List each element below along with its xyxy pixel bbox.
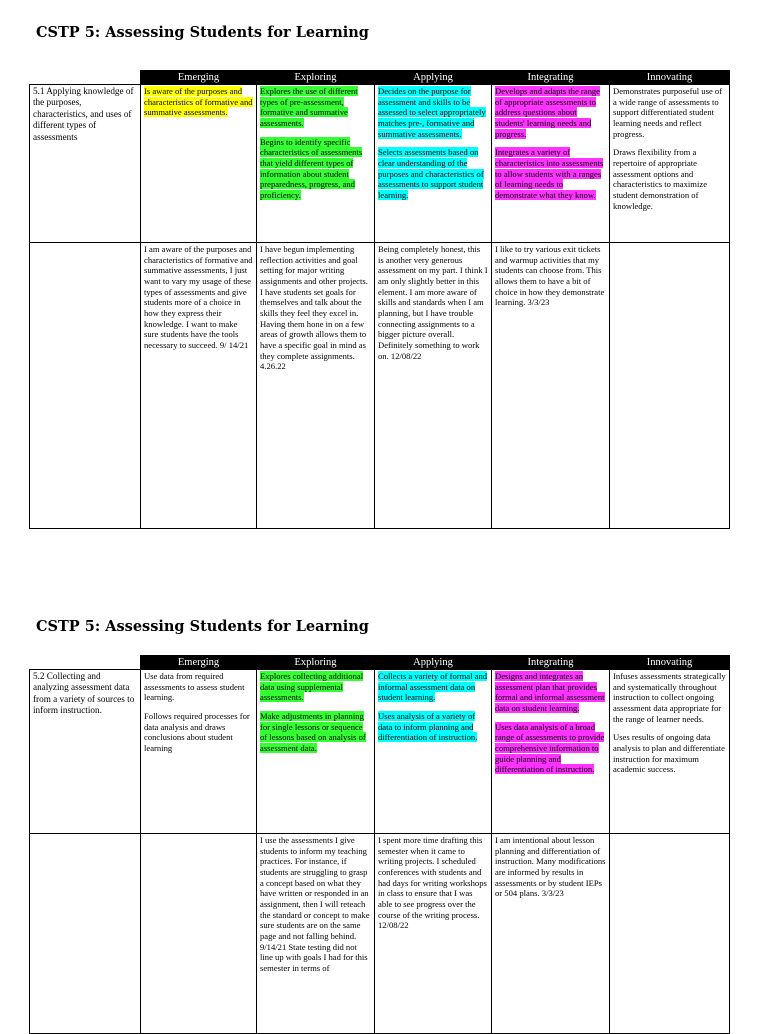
descriptor-applying	[375, 85, 492, 243]
section-title: CSTP 5: Assessing Students for Learning	[36, 618, 369, 635]
descriptor-innovating	[610, 670, 730, 834]
header-emerging: Emerging	[141, 656, 257, 670]
header-integrating: Integrating	[492, 656, 610, 670]
descriptor-integrating	[492, 85, 610, 243]
header-emerging: Emerging	[141, 71, 257, 85]
section-title: CSTP 5: Assessing Students for Learning	[36, 24, 369, 41]
header-applying: Applying	[375, 71, 492, 85]
reflection-element-cell	[30, 243, 141, 529]
descriptor-text: Collects a variety of formal and informal assessment data on student learning.	[378, 671, 488, 703]
descriptor-text: Follows required processes for data analysis and draws conclusions about student learning	[144, 710, 250, 753]
reflection-integrating: I am intentional about lesson planning and differentiation of instruction. Many modifications are informed by results in assessments or by student IEPs or 504 plans. 3/3/23	[492, 834, 610, 1034]
descriptor-exploring	[257, 670, 375, 834]
descriptor-emerging	[141, 85, 257, 243]
header-applying: Applying	[375, 656, 492, 670]
reflection-integrating: I like to try various exit tickets and warmup activities that my students can choose from. This allows them to have a bit of choice in how they demonstrate learning. 3/3/23	[492, 243, 610, 529]
descriptor-text: Integrates a variety of characteristics into assessments to allow students with a ranges of learning needs to demonstrate what they know.	[495, 147, 604, 200]
descriptor-text: Selects assessments based on clear understanding of the purposes and characteristics of assessments to support student learning.	[378, 147, 484, 200]
descriptor-innovating	[610, 85, 730, 243]
rubric-table	[29, 655, 730, 1034]
descriptor-text: Uses results of ongoing data analysis to plan and differentiate instruction for maximum academic success.	[613, 732, 725, 775]
descriptor-text: Demonstrates purposeful use of a wide range of assessments to support differentiated student learning needs and reflect progress.	[613, 86, 723, 139]
rubric-table	[29, 70, 730, 529]
reflection-emerging: I am aware of the purposes and characteristics of formative and summative assessments, I just want to vary my usage of these types of assessments and give students more of a choice in how they express their knowledge. I want to make sure students have the tools necessary to succeed. 9/ 14/21	[141, 243, 257, 529]
descriptor-text: Begins to identify specific characteristics of assessments that yield different types of information about student preparedness, progress, and proficiency.	[260, 136, 363, 200]
element-cell: 5.2 Collecting and analyzing assessment data from a variety of sources to inform instruction.	[30, 670, 141, 834]
descriptor-text: Uses analysis of a variety of data to inform planning and differentiation of instruction.	[378, 710, 478, 743]
header-exploring: Exploring	[257, 656, 375, 670]
header-innovating: Innovating	[610, 656, 730, 670]
descriptor-exploring	[257, 85, 375, 243]
reflection-exploring: I have begun implementing reflection activities and goal setting for major writing assignments and other projects. I have students set goals for themselves and talk about the skills they feel they excel in. Having them hone in on a few areas of growth allows them to have a specific goal in mind as they complete assignments. 4.26.22	[257, 243, 375, 529]
header-blank	[30, 656, 141, 670]
descriptor-text: Develops and adapts the range of appropriate assessments to address questions about students' learning needs and progress.	[495, 86, 600, 139]
descriptor-text: Explores the use of different types of pre-assessment, formative and summative assessments.	[260, 86, 358, 128]
reflection-emerging	[141, 834, 257, 1034]
descriptor-integrating	[492, 670, 610, 834]
header-exploring: Exploring	[257, 71, 375, 85]
reflection-element-cell	[30, 834, 141, 1034]
descriptor-text: Draws flexibility from a repertoire of appropriate assessment options and characteristics to maximize student demonstration of knowledge.	[613, 147, 708, 211]
element-cell: 5.1 Applying knowledge of the purposes, characteristics, and uses of different types of assessments	[30, 85, 141, 243]
header-blank	[30, 71, 141, 85]
descriptor-text: Decides on the purpose for assessment and skills to be assessed to select appropriately matches pre-, formative and summative assessments.	[378, 86, 486, 139]
descriptor-text: Explores collecting additional data using supplemental assessments.	[260, 671, 364, 703]
header-innovating: Innovating	[610, 71, 730, 85]
descriptor-text: Use data from required assessments to assess student learning.	[144, 671, 245, 703]
descriptor-text: Designs and integrates an assessment plan that provides formal and informal assessment data on student learning.	[495, 671, 605, 713]
descriptor-text: Infuses assessments strategically and systematically throughout instruction to collect ongoing assessment data appropriate for the range of learner needs.	[613, 671, 726, 724]
reflection-applying: I spent more time drafting this semester when it came to writing projects. I scheduled conferences with students and had days for writing workshops in class to ensure that I was able to see progress over the course of the writing process. 12/08/22	[375, 834, 492, 1034]
reflection-innovating	[610, 243, 730, 529]
descriptor-emerging	[141, 670, 257, 834]
reflection-innovating	[610, 834, 730, 1034]
descriptor-text: Make adjustments in planning for single lessons or sequence of lessons based on analysis of assessment data.	[260, 710, 366, 753]
descriptor-applying	[375, 670, 492, 834]
descriptor-text: Is aware of the purposes and characteristics of formative and summative assessments.	[144, 86, 253, 118]
reflection-exploring: I use the assessments I give students to inform my teaching practices. For instance, if students are struggling to grasp a concept based on what they have written or responded in an assignment, then I will reteach the standard or concept to make sure students are on the same page and not falling behind. 9/14/21 State testing did not line up with goals I had for this semester in terms of	[257, 834, 375, 1034]
descriptor-text: Uses data analysis of a broad range of assessments to provide comprehensive information to guide planning and differentiation of instruction.	[495, 721, 605, 775]
reflection-applying: Being completely honest, this is another very generous assessment on my part. I think I am only slightly better in this element. I am more aware of skills and standards when I am planning, but I have trouble connecting assignments to a bigger picture overall. Definitely something to work on. 12/08/22	[375, 243, 492, 529]
header-integrating: Integrating	[492, 71, 610, 85]
